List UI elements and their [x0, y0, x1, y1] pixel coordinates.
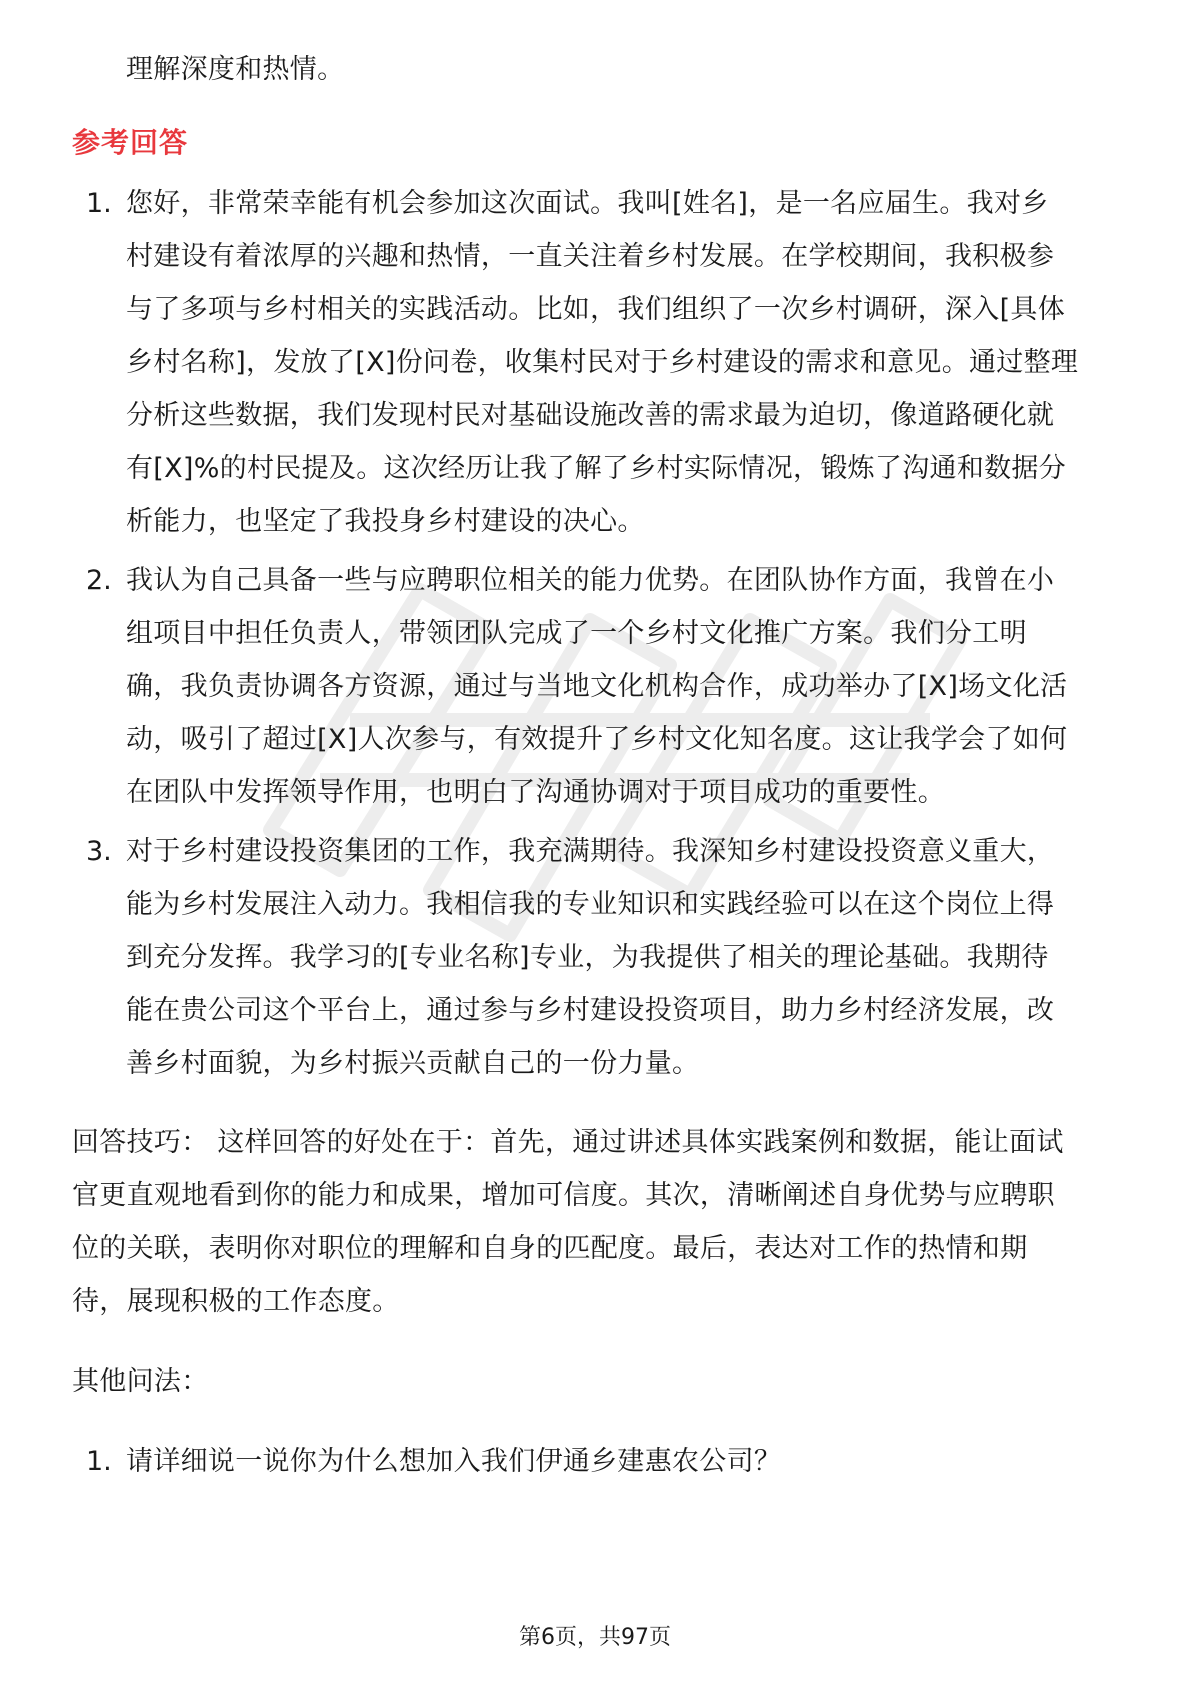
answer-1-line-5: 分析这些数据，我们发现村民对基础设施改善的需求最为迫切，像道路硬化就	[126, 400, 1055, 431]
tips-line-4: 待，展现积极的工作态度。	[72, 1286, 400, 1317]
page-footer: 第6页，共97页	[519, 1625, 671, 1650]
answer-2-number: 2.	[86, 565, 112, 596]
tips-line-2: 官更直观地看到你的能力和成果，增加可信度。其次，清晰阐述自身优势与应聘职	[72, 1180, 1055, 1211]
answer-3-line-4: 能在贵公司这个平台上，通过参与乡村建设投资项目，助力乡村经济发展，改	[126, 995, 1055, 1026]
answer-2-line-2: 组项目中担任负责人，带领团队完成了一个乡村文化推广方案。我们分工明	[126, 618, 1027, 649]
other-question-1-text: 请详细说一说你为什么想加入我们伊通乡建惠农公司？	[126, 1446, 782, 1477]
answer-2-line-5: 在团队中发挥领导作用，也明白了沟通协调对于项目成功的重要性。	[126, 777, 945, 808]
answer-3-line-3: 到充分发挥。我学习的[专业名称]专业，为我提供了相关的理论基础。我期待	[126, 942, 1049, 973]
other-question-1-number: 1.	[86, 1446, 112, 1477]
other-questions-heading: 其他问法：	[72, 1366, 209, 1397]
answer-1-line-1: 您好，非常荣幸能有机会参加这次面试。我叫[姓名]，是一名应届生。我对乡	[126, 188, 1049, 219]
answer-3-line-1: 对于乡村建设投资集团的工作，我充满期待。我深知乡村建设投资意义重大，	[126, 836, 1055, 867]
answer-1-line-7: 析能力，也坚定了我投身乡村建设的决心。	[126, 506, 645, 537]
answer-3-number: 3.	[86, 836, 112, 867]
answer-2-line-4: 动，吸引了超过[X]人次参与，有效提升了乡村文化知名度。这让我学会了如何	[126, 724, 1068, 755]
answer-1-line-2: 村建设有着浓厚的兴趣和热情，一直关注着乡村发展。在学校期间，我积极参	[126, 241, 1055, 272]
answer-2-line-3: 确，我负责协调各方资源，通过与当地文化机构合作，成功举办了[X]场文化活	[126, 671, 1068, 702]
answer-2-line-1: 我认为自己具备一些与应聘职位相关的能力优势。在团队协作方面，我曾在小	[126, 565, 1055, 596]
section-heading: 参考回答	[72, 126, 189, 159]
answer-1-number: 1.	[86, 188, 112, 219]
tips-line-1: 回答技巧： 这样回答的好处在于：首先，通过讲述具体实践案例和数据，能让面试	[72, 1127, 1064, 1158]
answer-1-line-6: 有[X]%的村民提及。这次经历让我了解了乡村实际情况，锻炼了沟通和数据分	[126, 453, 1067, 484]
intro-tail: 理解深度和热情。	[126, 54, 345, 85]
tips-line-3: 位的关联，表明你对职位的理解和自身的匹配度。最后，表达对工作的热情和期	[72, 1233, 1028, 1264]
answer-3-line-2: 能为乡村发展注入动力。我相信我的专业知识和实践经验可以在这个岗位上得	[126, 889, 1055, 920]
answer-3-line-5: 善乡村面貌，为乡村振兴贡献自己的一份力量。	[126, 1048, 700, 1079]
answer-1-line-4: 乡村名称]，发放了[X]份问卷，收集村民对于乡村建设的需求和意见。通过整理	[126, 347, 1079, 378]
answer-1-line-3: 与了多项与乡村相关的实践活动。比如，我们组织了一次乡村调研，深入[具体	[126, 294, 1066, 325]
